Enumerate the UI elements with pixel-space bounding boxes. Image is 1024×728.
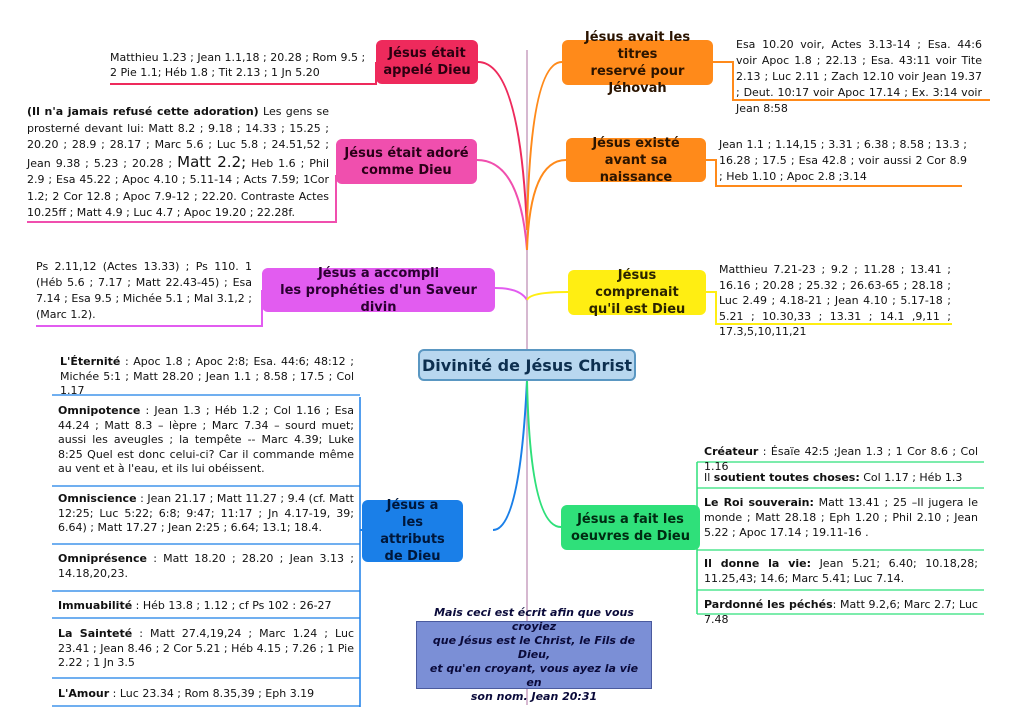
attr-amour-title: L'Amour	[58, 687, 110, 700]
oeu-soutient	[698, 467, 984, 488]
node-titres-line1: Jésus avait les titres	[584, 29, 691, 62]
oeu-roi	[698, 492, 984, 543]
node-attributs-line1: Jésus a	[386, 498, 439, 513]
attr-saintete	[52, 623, 360, 675]
quote-line2: que Jésus est le Christ, le Fils de Dieu,	[432, 634, 636, 661]
attr-omnipresence-title: Omniprésence	[58, 552, 147, 565]
oeu-soutient-pre: Il	[704, 471, 714, 484]
line-oeuvres	[527, 380, 561, 527]
attr-omnipotence	[52, 400, 360, 481]
refs-appele-dieu: Matthieu 1.23 ; Jean 1.1,18 ; 20.28 ; Rom 9.5 ; 2 Pie 1.1; Héb 1.8 ; Tit 2.13 ; 1 Jn 5.20	[110, 51, 366, 79]
oeu-pardon-title: Pardonné les péchés	[704, 598, 833, 611]
attr-omniscience	[52, 488, 360, 540]
node-accompli-line1: Jésus a accompli	[317, 265, 440, 281]
node-attributs	[362, 500, 463, 562]
attr-omnipresence	[52, 548, 360, 585]
node-comprenait-line1: Jésus comprenait	[595, 268, 679, 300]
oeu-createur-title: Créateur	[704, 445, 759, 458]
oeu-vie-title: Il donne la vie:	[704, 557, 812, 570]
attr-omnipotence-title: Omnipotence	[58, 404, 141, 417]
oeu-pardon	[698, 594, 984, 630]
node-existe	[566, 135, 706, 185]
oeu-roi-title: Le Roi souverain:	[704, 496, 814, 509]
attr-amour-text: : Luc 23.34 ; Rom 8.35,39 ; Eph 3.19	[109, 687, 315, 700]
line-adore	[477, 160, 527, 250]
line-existe	[527, 160, 566, 250]
attr-saintete-text: : Matt 27.4,19,24 ; Marc 1.24 ; Luc 23.41 ; Jean 8.46 ; 2 Cor 5.21 ; Héb 4.15 ; 7.26 ; 1 Pie 2.22 ; 1 Jn 3.5	[58, 627, 354, 669]
refs-titres: Esa 10.20 voir, Actes 3.13-14 ; Esa. 44:6 voir Apoc 1.8 ; 22.13 ; Esa. 43:11 voir Tite 2.13 ; Luc 2.11 ; Zach 12.10 voir Jean 19.37 ; Deut. 10:17 voir Apoc 17.14 ; Ex. 3:14 voir Jean 8:58	[736, 38, 982, 115]
node-attributs-line3: de Dieu	[384, 549, 441, 564]
node-titres-line2: reservé pour Jéhovah	[590, 63, 685, 96]
node-comprenait-line2: qu'il est Dieu	[588, 302, 686, 317]
attr-amour	[52, 683, 360, 706]
attr-omniscience-title: Omniscience	[58, 492, 137, 505]
attr-eternite-title: L'Éternité	[60, 355, 121, 368]
line-accompli	[495, 288, 527, 300]
attr-eternite	[54, 351, 360, 403]
attr-saintete-title: La Sainteté	[58, 627, 133, 640]
oeu-vie-text: Jean 5.21; 6.40; 10.18,28; 11.25,43; 14.6; Marc 5.41; Luc 7.14.	[704, 557, 978, 585]
node-titres	[562, 29, 713, 96]
line-comprenait	[527, 292, 568, 300]
node-oeuvres-line1: Jésus a fait les	[577, 511, 684, 527]
oeu-vie	[698, 553, 984, 589]
quote-line4: son nom. Jean 20:31	[470, 690, 598, 703]
bible-quote	[416, 606, 652, 703]
adore-big-ref: Matt 2.2;	[177, 152, 247, 171]
central-topic: Divinité de Jésus Christ	[418, 349, 636, 381]
attr-immuabilite	[52, 595, 360, 618]
attr-eternite-text: : Apoc 1.8 ; Apoc 2:8; Esa. 44:6; 48:12 ; Michée 5:1 ; Matt 28.20 ; Jean 1.1 ; 8.58 ; 17.5 ; Col 1.17	[60, 355, 354, 397]
attr-omnipotence-text: : Jean 1.3 ; Héb 1.2 ; Col 1.16 ; Esa 44.24 ; Matt 8.3 – lèpre ; Marc 7.34 – sourd muet; aussi les aveugles ; la tempête -- Marc 4.39; Luke 8:25 Quel est donc celui-ci? Car il commande même au vent et à l'eau, et ils lui obéissent.	[58, 404, 354, 475]
node-oeuvres-line2: oeuvres de Dieu	[571, 528, 690, 544]
attr-omnipresence-text: : Matt 18.20 ; 28.20 ; Jean 3.13 ; 14.18,20,23.	[58, 552, 354, 580]
node-adore-line1: Jésus était adoré	[344, 145, 469, 161]
line-attributs	[493, 380, 527, 530]
attr-omniscience-text: : Jean 21.17 ; Matt 11.27 ; 9.4 (cf. Matt 12:25; Luc 5:22; 6:8; 9:47; 11:17 ; Jn 4.17-19, 39; 6.64) ; Matt 17.27 ; Jean 2:25 ; 6.64; 13.1; 18.4.	[58, 492, 354, 534]
attr-immuabilite-title: Immuabilité	[58, 599, 133, 612]
node-adore-dieu	[336, 139, 477, 184]
node-attributs-line2: les attributs	[380, 515, 445, 547]
node-oeuvres	[561, 505, 700, 550]
refs-existe: Jean 1.1 ; 1.14,15 ; 3.31 ; 6.38 ; 8.58 ; 13.3 ; 16.28 ; 17.5 ; Esa 42.8 ; voir aussi 2 Cor 8.9 ; Heb 1.10 ; Apoc 2.8 ;3.14	[719, 138, 967, 183]
quote-line3: et qu'en croyant, vous ayez la vie en	[429, 662, 639, 689]
node-appele-dieu	[376, 40, 478, 84]
adore-intro: (Il n'a jamais refusé cette adoration)	[27, 105, 259, 118]
node-accompli-line2: les prophéties d'un Saveur divin	[280, 282, 477, 315]
refs-adore-dieu	[27, 104, 329, 222]
node-appele-line2: appelé Dieu	[383, 63, 471, 78]
oeu-pardon-text: : Matt 9.2,6; Marc 2.7; Luc 7.48	[704, 598, 978, 626]
attr-immuabilite-text: : Héb 13.8 ; 1.12 ; cf Ps 102 : 26-27	[132, 599, 332, 612]
oeu-soutient-title: soutient toutes choses:	[713, 471, 860, 484]
node-existe-line1: Jésus existé	[592, 135, 680, 151]
adore-text-a: Les gens se prosterné devant lui: Matt 8.2 ; 9.18 ; 14.33 ; 15.25 ; 20.20 ; 28.9 ; 28.17 ; Marc 5.6 ; Luc 5.8 ; 24.51,52 ; Jean 9.38 ; 5.23 ; 20.28 ;	[27, 105, 329, 170]
oeu-createur-text: : Ésaïe 42:5 ;Jean 1.3 ; 1 Cor 8.6 ; Col 1.16	[704, 445, 978, 473]
refs-accompli: Ps 2.11,12 (Actes 13.33) ; Ps 110. 1 (Héb 5.6 ; 7.17 ; Matt 22.43-45) ; Esa 7.14 ; Esa 9.5 ; Michée 5.1 ; Mal 3.1,2 ; (Marc 1.2).	[36, 260, 252, 321]
node-adore-line2: comme Dieu	[361, 162, 452, 178]
node-existe-line2: avant sa naissance	[599, 152, 673, 185]
oeu-roi-text: Matt 13.41 ; 25 –Il jugera le monde ; Matt 28.18 ; Eph 1.20 ; Phil 2.10 ; Jean 5.22 ; Apoc 17.14 ; 19.11-16 .	[704, 496, 978, 539]
node-appele-line1: Jésus était	[388, 46, 466, 61]
node-accompli	[262, 265, 495, 315]
refs-comprenait: Matthieu 7.21-23 ; 9.2 ; 11.28 ; 13.41 ; 16.16 ; 20.28 ; 25.32 ; 26.63-65 ; 28.18 ; Luc 2.49 ; 4.18-21 ; Jean 4.10 ; 5.17-18 ; 5.21 ; 10.30,33 ; 13.31 ; 14.1 ,9,11 ; 17.3,5,10,11,21	[719, 263, 951, 338]
node-comprenait	[568, 270, 706, 315]
oeu-soutient-text: Col 1.17 ; Héb 1.3	[859, 471, 963, 484]
adore-text-b: Heb 1.6 ; Phil 2.9 ; Esa 45.22 ; Apoc 4.10 ; 5.11-14 ; Acts 7.59; 1Cor 1.2; 2 Cor 12.8 ; Apoc 7.9-12 ; 22.20. Contraste Actes 10.25ff ; Matt 4.9 ; Luc 4.7 ; Apoc 19.20 ; 22.28f.	[27, 156, 330, 219]
quote-line1: Mais ceci est écrit afin que vous croyiez	[434, 606, 634, 633]
